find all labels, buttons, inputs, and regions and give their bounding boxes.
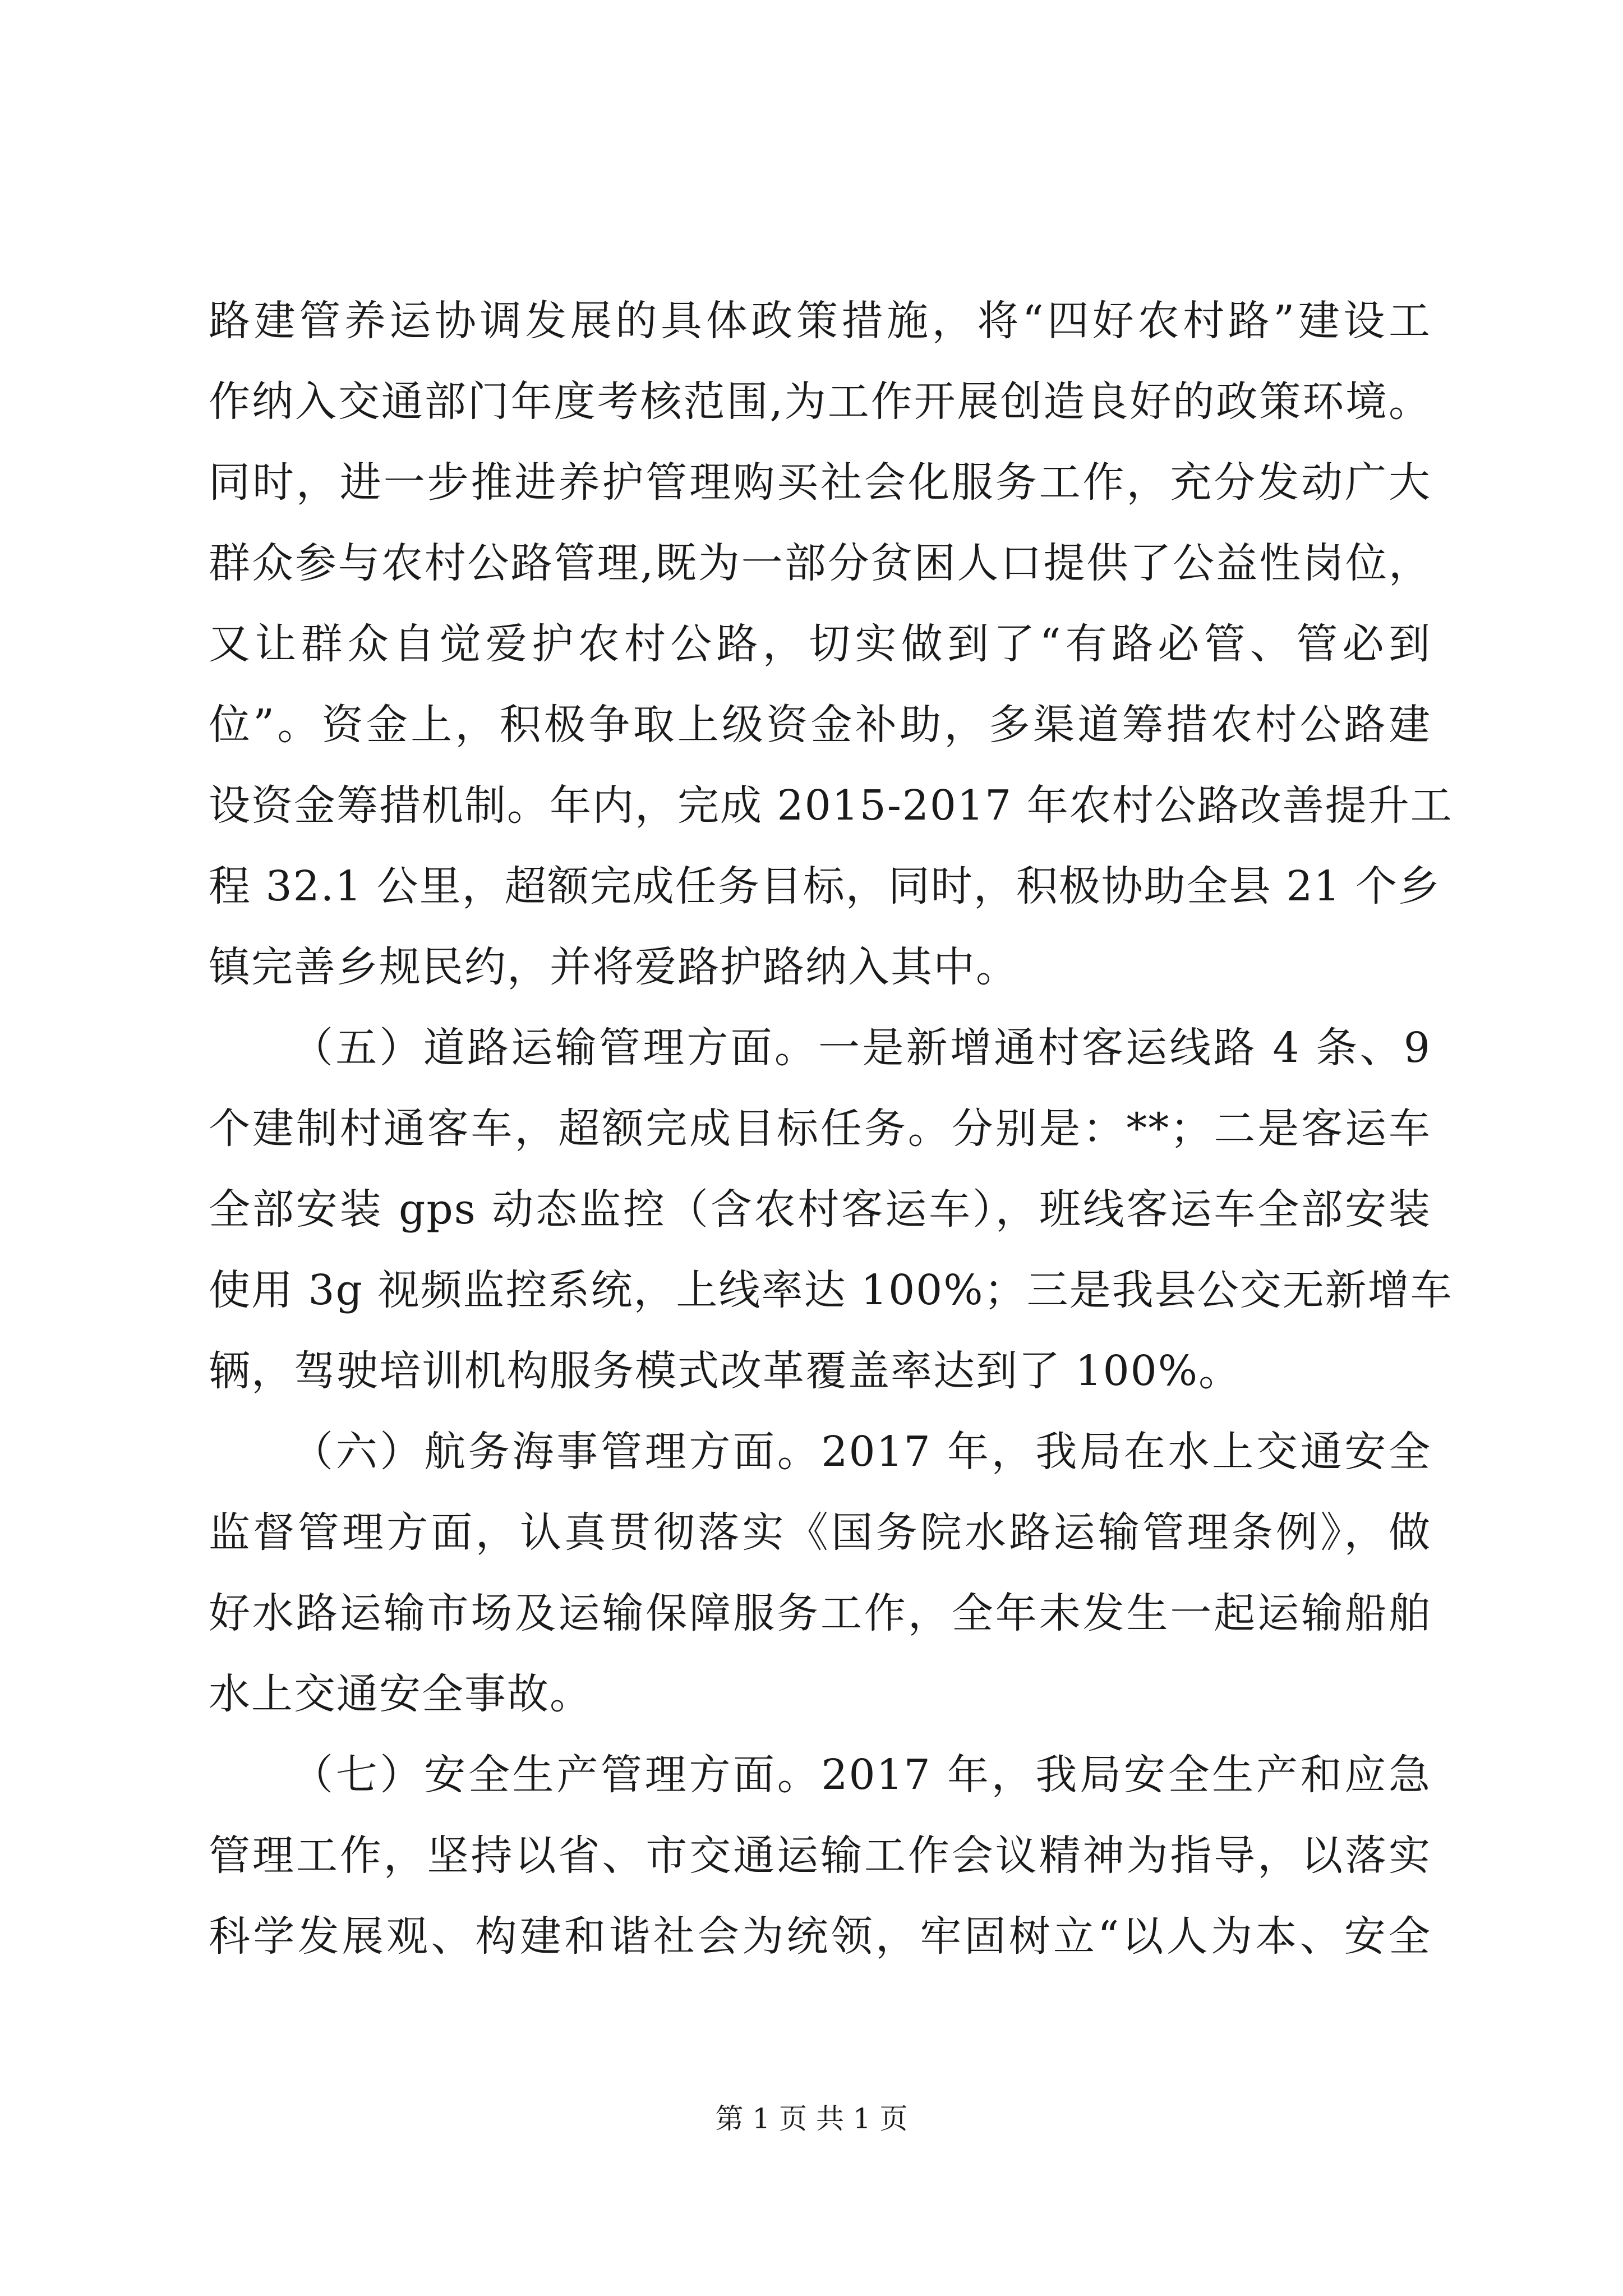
- text-line: 同时，进一步推进养护管理购买社会化服务工作，充分发动广大: [209, 458, 1431, 507]
- page-footer: [0, 2099, 1623, 2138]
- text-line: 辆，驾驶培训机构服务模式改革覆盖率达到了 100%。: [209, 1347, 1242, 1395]
- text-line: 水上交通安全事故。: [209, 1670, 592, 1718]
- text-line: 管理工作，坚持以省、市交通运输工作会议精神为指导，以落实: [209, 1832, 1431, 1880]
- text-line: 作纳入交通部门年度考核范围,为工作开展创造良好的政策环境。: [209, 378, 1431, 426]
- text-line: 位”。资金上，积极争取上级资金补助，多渠道筹措农村公路建: [209, 701, 1431, 749]
- text-line: 科学发展观、构建和谐社会为统领，牢固树立“以人为本、安全: [209, 1912, 1431, 1961]
- text-line: 个建制村通客车，超额完成目标任务。分别是：**；二是客运车: [209, 1105, 1431, 1153]
- text-line: 程 32.1 公里，超额完成任务目标，同时，积极协助全县 21 个乡: [209, 862, 1441, 910]
- text-line: 镇完善乡规民约，并将爱路护路纳入其中。: [209, 943, 1018, 991]
- text-line: 好水路运输市场及运输保障服务工作，全年未发生一起运输船舶: [209, 1589, 1431, 1637]
- text-line: 监督管理方面，认真贯彻落实《国务院水路运输管理条例》，做: [209, 1508, 1431, 1557]
- paragraph-start-line: （七）安全生产管理方面。2017 年，我局安全生产和应急: [292, 1751, 1431, 1799]
- text-line: 全部安装 gps 动态监控（含农村客运车），班线客运车全部安装: [209, 1185, 1431, 1234]
- body-text: [209, 280, 1453, 1977]
- paragraph-start-line: （五）道路运输管理方面。一是新增通村客运线路 4 条、9: [292, 1024, 1431, 1072]
- paragraph-start-line: （六）航务海事管理方面。2017 年，我局在水上交通安全: [292, 1428, 1431, 1476]
- page-number-label: 第 1 页 共 1 页: [715, 2102, 908, 2135]
- text-line: 又让群众自觉爱护农村公路，切实做到了“有路必管、管必到: [209, 620, 1431, 668]
- text-line: 路建管养运协调发展的具体政策措施，将“四好农村路”建设工: [209, 297, 1431, 345]
- text-line: 使用 3g 视频监控系统，上线率达 100%；三是我县公交无新增车: [209, 1266, 1453, 1314]
- text-line: 设资金筹措机制。年内，完成 2015-2017 年农村公路改善提升工: [209, 781, 1453, 830]
- text-line: 群众参与农村公路管理,既为一部分贫困人口提供了公益性岗位，: [209, 539, 1431, 587]
